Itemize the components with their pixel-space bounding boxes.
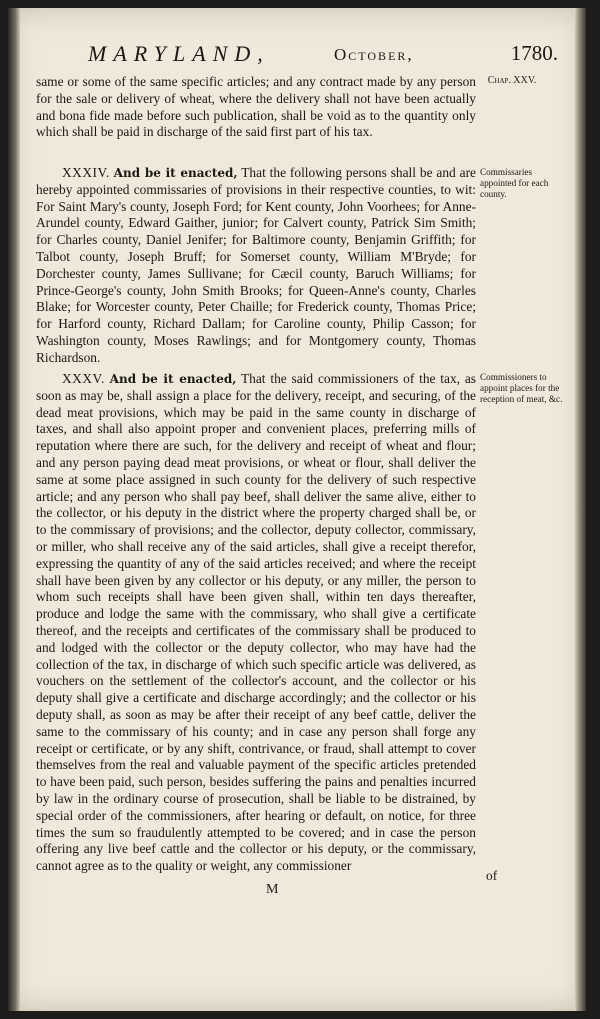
paragraph-text: same or some of the same specific articles; and any contract made by any person for the sale or delivery of wheat, where the delivery shall not have been actually and bona fide made before such publication, shall be void as to the quantity only which shall be paid in discharge of the said first part of his tax. xyxy=(36,74,476,140)
section-number: XXXV. xyxy=(62,371,105,386)
page-year: 1780. xyxy=(510,41,558,65)
book-page xyxy=(8,8,586,1011)
margin-note-commissioners: Commissioners to appoint places for the reception of meat, &c. xyxy=(480,372,563,404)
paragraph-continuation xyxy=(36,74,476,141)
page-left-edge xyxy=(8,8,20,1011)
running-header xyxy=(88,41,558,75)
margin-note-commissaries: Commissaries appointed for each county. xyxy=(480,167,549,199)
running-title: MARYLAND, xyxy=(88,41,270,66)
section-text: That the following persons shall be and are hereby appointed commissaries of provisions in their respective counties, to wit: For Saint Mary's county, Joseph Ford; for Kent county, John Voorhees; for Anne-Arundel county, Edward Gaither, junior; for Calvert county, Patrick Sim Smith; for Charles county, Daniel Jenifer; for Baltimore county, Benjamin Griffith; for Talbot county, Joseph Bruff; for Somerset county, William M'Bryde; for Dorchester county, James Sullivane; for Cæcil county, Baruch Williams; for Prince-George's county, John Smith Brooks; for Queen-Anne's county, Charles Blake; for Worcester county, Peter Chaille; for Frederick county, Thomas Price; for Harford county, Richard Dallam; for Caroline county, Philip Casson; for Washington county, Moses Rawlings; and for Montgomery county, Thomas Richardson. xyxy=(36,165,476,365)
section-34 xyxy=(36,165,476,367)
margin-note-chapter: Chap. XXV. xyxy=(487,75,537,86)
section-number: XXXIV. xyxy=(62,165,110,180)
signature-mark: M xyxy=(266,882,279,897)
section-35 xyxy=(36,371,476,875)
section-text: That the said commissioners of the tax, as soon as may be, shall assign a place for the delivery, receipt, and securing, of the dead meat provisions, which may be paid in the same county in discharge of taxes, and shall also appoint proper and convenient places, preferring mills of reputation where there are such, for the delivery and receipt of wheat and flour; and any person paying dead meat provisions, or wheat or flour, shall deliver the same at some place assigned in such county for the delivery of such respective article; and any person who shall pay beef, shall deliver the same alive, either to the collector, or his deputy in the district where the property charged shall be, or to the commissary of provisions; and the collector, deputy collector, commissary, or miller, who shall receive any of the said articles, shall give a receipt therefor, expressing the quantity of any of the said articles received; and where the receipt shall have been given by any collector or his deputy, or any miller, the person to whom such receipts shall have been given shall, within ten days thereafter, produce and lodge the same with the commissary, who shall give a certificate thereof, and the receipts and certificates of the commissary shall be produced to and lodged with the collector or the deputy collector, who may have had the collection of the tax, in discharge of which such specific article was delivered, as vouchers on the settlement of the collector's account, and the collector or his deputy shall give a certificate and discharge accordingly; and the collector or his deputy shall, as soon as may be after their receipt of any beef cattle, deliver the same to the commissary of his county; and in case any person shall forge any receipt or certificate, or by any shift, contrivance, or fraud, shall attempt to cover themselves from the real and valuable payment of the specific articles pretended to have been paid, such person, besides suffering the pains and penalties incurred by law in the ordinary course of prosecution, shall be liable to be distrained, by special order of the commissioners, after hearing or default, on notice, for three times the sum so fraudulently attempted to be covered; and in case the person offering any live beef cattle and the collector or his deputy, or the commissary, cannot agree as to the quality or weight, any commissioner xyxy=(36,371,476,874)
enacting-clause: And be it enacted, xyxy=(109,372,237,386)
catchword: of xyxy=(486,868,498,883)
enacting-clause: And be it enacted, xyxy=(113,166,238,180)
running-month: October, xyxy=(334,45,414,64)
page-right-edge xyxy=(574,8,586,1011)
